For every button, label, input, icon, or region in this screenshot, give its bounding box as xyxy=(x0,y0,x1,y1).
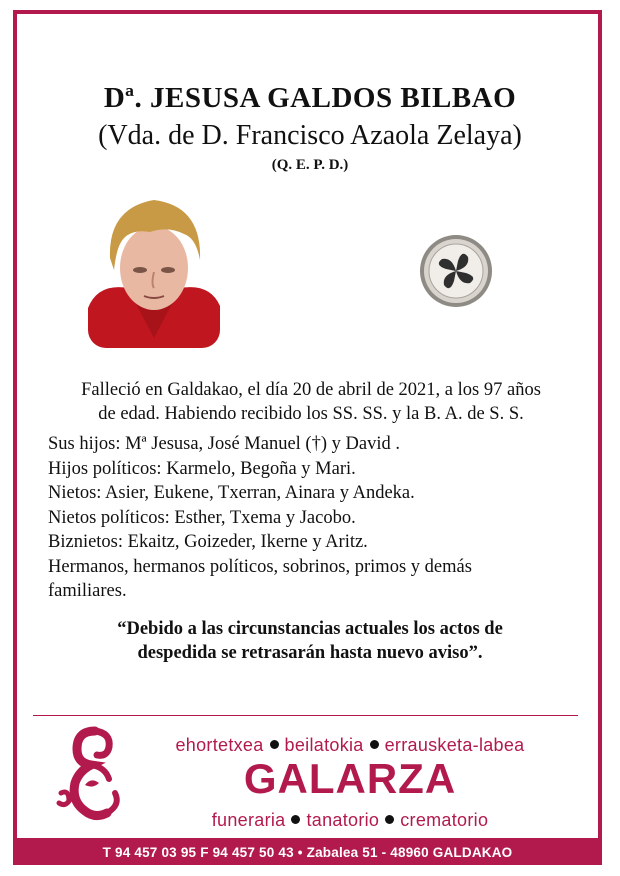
notice-line: despedida se retrasarán hasta nuevo aviso”. xyxy=(137,643,483,663)
notice-line: “Debido a las circunstancias actuales los actos de xyxy=(117,619,503,639)
service-item: ehortetxea xyxy=(175,735,264,755)
contact-footer: T 94 457 03 95 F 94 457 50 43 • Zabalea 51 - 48960 GALDAKAO xyxy=(13,838,602,865)
bullet-icon xyxy=(370,740,379,749)
qepd-label: (Q. E. P. D.) xyxy=(271,157,349,173)
family-line: Biznietos: Ekaitz, Goizeder, Ikerne y Aritz. xyxy=(48,532,368,552)
service-item: funeraria xyxy=(211,810,286,830)
services-spanish xyxy=(120,810,580,831)
family-line: Hijos políticos: Karmelo, Begoña y Mari. xyxy=(48,458,356,479)
service-item: beilatokia xyxy=(284,735,364,755)
lauburu-medallion-icon xyxy=(418,233,494,309)
death-notice-text xyxy=(50,378,572,426)
service-item: crematorio xyxy=(400,810,489,830)
family-line: familiares. xyxy=(48,581,127,601)
service-item: errausketa-labea xyxy=(384,735,525,755)
services-basque xyxy=(120,735,580,756)
intro-line: Falleció en Galdakao, el día 20 de abril de 2021, a los 97 años xyxy=(81,380,541,400)
circumstances-notice xyxy=(0,617,620,665)
bullet-icon xyxy=(385,815,394,824)
brand-name: GALARZA xyxy=(243,755,457,802)
portrait-photo xyxy=(88,188,220,348)
family-line: Sus hijos: Mª Jesusa, José Manuel (†) y David . xyxy=(48,434,400,454)
service-item: tanatorio xyxy=(306,810,380,830)
bullet-icon xyxy=(291,815,300,824)
family-line: Hermanos, hermanos políticos, sobrinos, primos y demás xyxy=(48,556,472,577)
family-list xyxy=(48,432,588,604)
family-line: Nietos: Asier, Eukene, Txerran, Ainara y Andeka. xyxy=(48,483,415,503)
divider xyxy=(33,715,578,716)
family-line: Nietos políticos: Esther, Txema y Jacobo. xyxy=(48,507,356,528)
intro-line: de edad. Habiendo recibido los SS. SS. y la B. A. de S. S. xyxy=(98,404,524,424)
deceased-name: Dª. JESUSA GALDOS BILBAO xyxy=(103,82,517,114)
widow-of-line: (Vda. de D. Francisco Azaola Zelaya) xyxy=(98,120,522,151)
bullet-icon xyxy=(270,740,279,749)
